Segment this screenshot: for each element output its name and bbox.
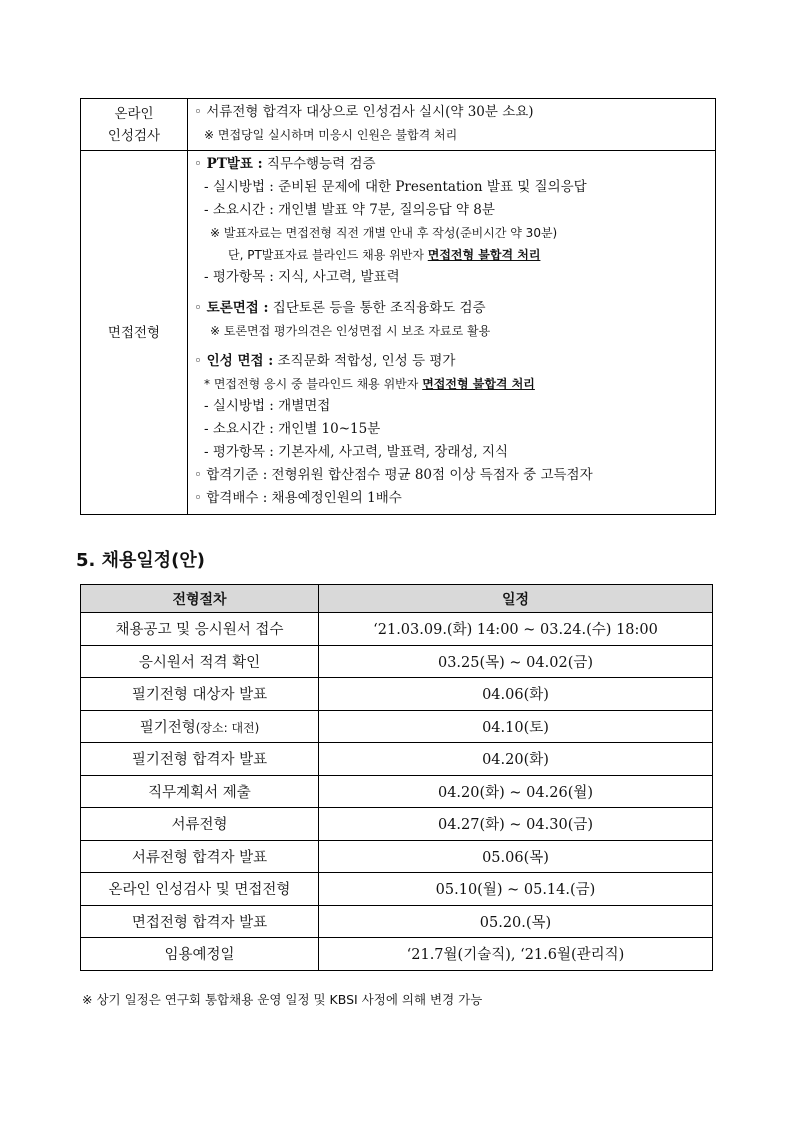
personality-eval: - 평가항목 : 기본자세, 사고력, 발표력, 장래성, 지식 [204, 444, 509, 460]
step-cell: 필기전형 합격자 발표 [81, 743, 319, 776]
footnote: ※ 상기 일정은 연구회 통합채용 운영 일정 및 KBSI 사정에 의해 변경 가능 [82, 992, 483, 1007]
date-cell: 04.20(화) [319, 743, 713, 776]
online-line-1: ◦ 서류전형 합격자 대상으로 인성검사 실시(약 30분 소요) [194, 104, 534, 120]
date-cell: ‘21.7월(기술직), ‘21.6월(관리직) [319, 938, 713, 971]
date-cell: ‘21.03.09.(화) 14:00 ~ 03.24.(수) 18:00 [319, 613, 713, 646]
table-row [81, 905, 713, 938]
step-cell: 직무계획서 제출 [81, 775, 319, 808]
online-personality-content [188, 99, 716, 151]
pt-heading: ◦ PT발표 : 직무수행능력 검증 [194, 156, 376, 172]
schedule-header [81, 585, 713, 613]
section-heading: 5. 채용일정(안) [76, 550, 206, 571]
header-step: 전형절차 [81, 585, 319, 613]
personality-time: - 소요시간 : 개인별 10~15분 [204, 421, 381, 437]
interview-content [188, 151, 716, 515]
date-cell: 04.10(토) [319, 710, 713, 743]
table-row [81, 840, 713, 873]
step-cell: 필기전형(장소: 대전) [81, 710, 319, 743]
date-cell: 03.25(목) ~ 04.02(금) [319, 645, 713, 678]
online-personality-row [81, 99, 716, 151]
pt-note-2: 단, PT발표자료 블라인드 채용 위반자 면접전형 불합격 처리 [228, 248, 541, 262]
header-date: 일정 [319, 585, 713, 613]
table-row [81, 613, 713, 646]
online-line-2: ※ 면접당일 실시하며 미응시 인원은 불합격 처리 [204, 128, 458, 142]
table-row [81, 645, 713, 678]
step-cell: 필기전형 대상자 발표 [81, 678, 319, 711]
table-row [81, 808, 713, 841]
step-cell: 온라인 인성검사 및 면접전형 [81, 873, 319, 906]
step-cell: 임용예정일 [81, 938, 319, 971]
pt-note-1: ※ 발표자료는 면접전형 직전 개별 안내 후 작성(준비시간 약 30분) [210, 226, 558, 240]
date-cell: 04.20(화) ~ 04.26(월) [319, 775, 713, 808]
interview-label: 면접전형 [81, 151, 188, 515]
step-cell: 채용공고 및 응시원서 접수 [81, 613, 319, 646]
table-row [81, 873, 713, 906]
online-personality-label: 온라인 인성검사 [81, 99, 188, 151]
personality-note: * 면접전형 응시 중 블라인드 채용 위반자 면접전형 불합격 처리 [204, 377, 535, 391]
step-cell: 서류전형 합격자 발표 [81, 840, 319, 873]
pt-eval: - 평가항목 : 지식, 사고력, 발표력 [204, 269, 400, 285]
personality-method: - 실시방법 : 개별면접 [204, 398, 331, 414]
schedule-table [80, 584, 713, 971]
debate-note: ※ 토론면접 평가의견은 인성면접 시 보조 자료로 활용 [210, 324, 491, 338]
pt-method: - 실시방법 : 준비된 문제에 대한 Presentation 발표 및 질의응답 [204, 179, 587, 195]
date-cell: 05.20.(목) [319, 905, 713, 938]
pt-time: - 소요시간 : 개인별 발표 약 7분, 질의응답 약 8분 [204, 202, 495, 218]
pass-ratio: ◦ 합격배수 : 채용예정인원의 1배수 [194, 490, 402, 506]
table-row [81, 775, 713, 808]
table-row [81, 938, 713, 971]
table-row [81, 743, 713, 776]
personality-heading: ◦ 인성 면접 : 조직문화 적합성, 인성 등 평가 [194, 353, 456, 369]
selection-process-table [80, 98, 716, 515]
date-cell: 04.27(화) ~ 04.30(금) [319, 808, 713, 841]
date-cell: 04.06(화) [319, 678, 713, 711]
table-row [81, 678, 713, 711]
interview-row [81, 151, 716, 515]
step-cell: 면접전형 합격자 발표 [81, 905, 319, 938]
step-cell: 응시원서 적격 확인 [81, 645, 319, 678]
pass-criteria: ◦ 합격기준 : 전형위원 합산점수 평균 80점 이상 득점자 중 고득점자 [194, 467, 593, 483]
date-cell: 05.06(목) [319, 840, 713, 873]
location-note: (장소: 대전) [195, 720, 260, 735]
step-cell: 서류전형 [81, 808, 319, 841]
debate-heading: ◦ 토론면접 : 집단토론 등을 통한 조직융화도 검증 [194, 300, 486, 316]
date-cell: 05.10(월) ~ 05.14.(금) [319, 873, 713, 906]
table-row [81, 710, 713, 743]
